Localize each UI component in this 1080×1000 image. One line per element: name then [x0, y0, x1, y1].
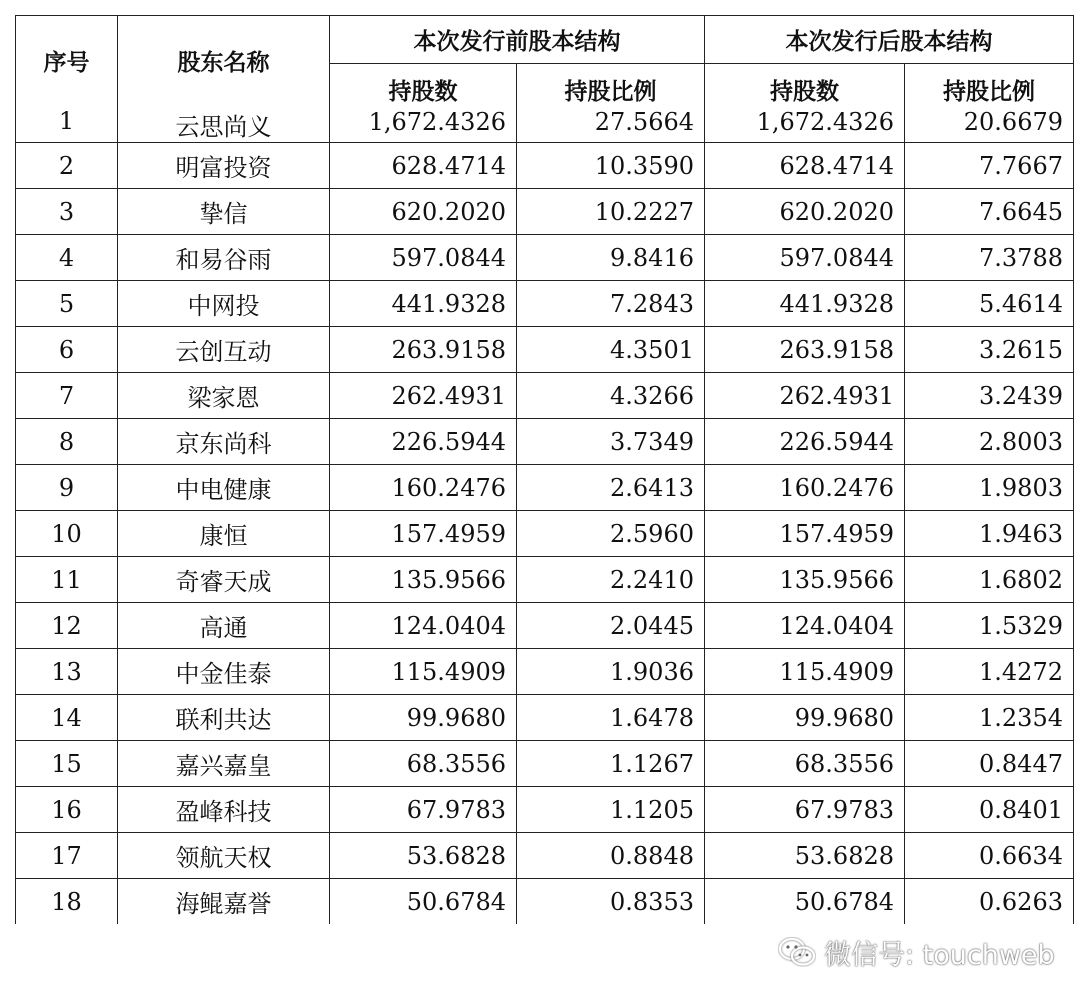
after-shares-cell: 628.4714 — [705, 143, 905, 189]
watermark — [778, 930, 1055, 974]
after-ratio-cell: 7.7667 — [905, 143, 1074, 189]
after-shares-cell: 135.9566 — [705, 557, 905, 603]
before-shares-cell: 99.9680 — [330, 695, 517, 741]
shareholder-name-cell: 明富投资 — [118, 143, 330, 189]
after-shares-cell: 597.0844 — [705, 235, 905, 281]
before-ratio-cell: 2.2410 — [517, 557, 705, 603]
row-index-cell: 17 — [16, 833, 118, 879]
after-shares-cell: 67.9783 — [705, 787, 905, 833]
row-1-after-ratio: 20.6679 — [963, 108, 1063, 137]
after-ratio-cell: 0.6634 — [905, 833, 1074, 879]
row-index-cell: 6 — [16, 327, 118, 373]
row-index-cell: 14 — [16, 695, 118, 741]
after-shares-cell: 441.9328 — [705, 281, 905, 327]
before-ratio-cell: 1.6478 — [517, 695, 705, 741]
shareholder-table — [15, 15, 1074, 924]
table-row — [16, 327, 1074, 373]
row-index-cell: 16 — [16, 787, 118, 833]
after-shares-cell: 263.9158 — [705, 327, 905, 373]
before-ratio-cell: 0.8848 — [517, 833, 705, 879]
row-index-cell: 12 — [16, 603, 118, 649]
before-ratio-cell: 3.7349 — [517, 419, 705, 465]
after-ratio-cell: 1.6802 — [905, 557, 1074, 603]
after-shares-cell: 68.3556 — [705, 741, 905, 787]
row-index-cell: 11 — [16, 557, 118, 603]
after-ratio-cell: 0.8447 — [905, 741, 1074, 787]
table-row — [16, 235, 1074, 281]
row-index-cell: 15 — [16, 741, 118, 787]
after-ratio-cell: 7.3788 — [905, 235, 1074, 281]
before-shares-cell: 226.5944 — [330, 419, 517, 465]
shareholder-name-cell: 挚信 — [118, 189, 330, 235]
table-body — [16, 143, 1074, 925]
row-index-cell: 5 — [16, 281, 118, 327]
row-index-cell: 9 — [16, 465, 118, 511]
after-ratio-cell: 1.2354 — [905, 695, 1074, 741]
before-shares-cell: 68.3556 — [330, 741, 517, 787]
row-index-cell: 4 — [16, 235, 118, 281]
before-ratio-cell: 9.8416 — [517, 235, 705, 281]
shareholder-name-cell: 嘉兴嘉皇 — [118, 741, 330, 787]
before-ratio-cell: 1.9036 — [517, 649, 705, 695]
row-1-after-shares: 1,672.4326 — [756, 108, 894, 137]
wechat-icon — [778, 937, 816, 967]
header-after-ratio-label: 持股比例 — [943, 79, 1035, 106]
shareholder-name-cell: 中电健康 — [118, 465, 330, 511]
header-index — [16, 16, 118, 143]
shareholder-name-cell: 中网投 — [118, 281, 330, 327]
row-1-no: 1 — [58, 107, 75, 135]
table-row — [16, 143, 1074, 189]
shareholder-name-cell: 联利共达 — [118, 695, 330, 741]
row-index-cell: 7 — [16, 373, 118, 419]
row-index-cell: 10 — [16, 511, 118, 557]
before-shares-cell: 441.9328 — [330, 281, 517, 327]
before-shares-cell: 157.4959 — [330, 511, 517, 557]
after-ratio-cell: 3.2439 — [905, 373, 1074, 419]
before-ratio-cell: 1.1205 — [517, 787, 705, 833]
before-shares-cell: 597.0844 — [330, 235, 517, 281]
after-ratio-cell: 5.4614 — [905, 281, 1074, 327]
before-ratio-cell: 2.5960 — [517, 511, 705, 557]
shareholder-name-cell: 京东尚科 — [118, 419, 330, 465]
header-before-shares — [330, 63, 517, 142]
before-ratio-cell: 7.2843 — [517, 281, 705, 327]
before-ratio-cell: 4.3501 — [517, 327, 705, 373]
row-index-cell: 13 — [16, 649, 118, 695]
after-ratio-cell: 0.6263 — [905, 879, 1074, 925]
after-shares-cell: 50.6784 — [705, 879, 905, 925]
header-after-shares — [705, 63, 905, 142]
after-ratio-cell: 1.4272 — [905, 649, 1074, 695]
table-row — [16, 695, 1074, 741]
after-ratio-cell: 7.6645 — [905, 189, 1074, 235]
after-ratio-cell: 0.8401 — [905, 787, 1074, 833]
before-shares-cell: 115.4909 — [330, 649, 517, 695]
before-ratio-cell: 0.8353 — [517, 879, 705, 925]
shareholder-name-cell: 和易谷雨 — [118, 235, 330, 281]
table-row — [16, 741, 1074, 787]
row-1-name: 云思尚义 — [175, 113, 272, 141]
table-row — [16, 189, 1074, 235]
row-index-cell: 8 — [16, 419, 118, 465]
header-index-label: 序号 — [43, 50, 90, 76]
header-name — [118, 16, 330, 143]
shareholder-table-container — [15, 15, 1073, 924]
before-ratio-cell: 10.2227 — [517, 189, 705, 235]
table-row — [16, 557, 1074, 603]
table-row — [16, 419, 1074, 465]
shareholder-name-cell: 云创互动 — [118, 327, 330, 373]
table-row — [16, 603, 1074, 649]
header-before-shares-label: 持股数 — [388, 79, 458, 106]
header-after-shares-label: 持股数 — [770, 79, 839, 106]
after-shares-cell: 226.5944 — [705, 419, 905, 465]
after-ratio-cell: 3.2615 — [905, 327, 1074, 373]
header-after-ratio — [905, 63, 1074, 142]
shareholder-name-cell: 盈峰科技 — [118, 787, 330, 833]
shareholder-name-cell: 海鲲嘉誉 — [118, 879, 330, 925]
row-1-before-shares: 1,672.4326 — [368, 108, 506, 137]
shareholder-name-cell: 奇睿天成 — [118, 557, 330, 603]
header-before-ratio-label: 持股比例 — [564, 79, 657, 106]
after-shares-cell: 157.4959 — [705, 511, 905, 557]
shareholder-name-cell: 梁家恩 — [118, 373, 330, 419]
before-shares-cell: 124.0404 — [330, 603, 517, 649]
header-before-group: 本次发行前股本结构 — [330, 16, 705, 64]
before-ratio-cell: 2.6413 — [517, 465, 705, 511]
after-shares-cell: 124.0404 — [705, 603, 905, 649]
before-shares-cell: 50.6784 — [330, 879, 517, 925]
watermark-text: 微信号: touchweb — [824, 939, 1055, 971]
before-ratio-cell: 10.3590 — [517, 143, 705, 189]
after-shares-cell: 53.6828 — [705, 833, 905, 879]
table-row — [16, 281, 1074, 327]
before-ratio-cell: 1.1267 — [517, 741, 705, 787]
header-name-label: 股东名称 — [177, 50, 270, 76]
before-shares-cell: 262.4931 — [330, 373, 517, 419]
header-before-ratio — [517, 63, 705, 142]
before-shares-cell: 160.2476 — [330, 465, 517, 511]
shareholder-name-cell: 中金佳泰 — [118, 649, 330, 695]
shareholder-name-cell: 康恒 — [118, 511, 330, 557]
after-shares-cell: 160.2476 — [705, 465, 905, 511]
table-row — [16, 511, 1074, 557]
row-index-cell: 2 — [16, 143, 118, 189]
after-shares-cell: 115.4909 — [705, 649, 905, 695]
shareholder-name-cell: 高通 — [118, 603, 330, 649]
table-row — [16, 879, 1074, 925]
shareholder-name-cell: 领航天权 — [118, 833, 330, 879]
after-shares-cell: 620.2020 — [705, 189, 905, 235]
before-shares-cell: 135.9566 — [330, 557, 517, 603]
row-1-before-ratio: 27.5664 — [594, 108, 694, 137]
row-index-cell: 3 — [16, 189, 118, 235]
before-shares-cell: 67.9783 — [330, 787, 517, 833]
after-shares-cell: 262.4931 — [705, 373, 905, 419]
after-ratio-cell: 1.9463 — [905, 511, 1074, 557]
table-row — [16, 373, 1074, 419]
row-index-cell: 18 — [16, 879, 118, 925]
before-shares-cell: 628.4714 — [330, 143, 517, 189]
table-row — [16, 649, 1074, 695]
before-shares-cell: 620.2020 — [330, 189, 517, 235]
before-ratio-cell: 2.0445 — [517, 603, 705, 649]
table-row — [16, 833, 1074, 879]
before-shares-cell: 263.9158 — [330, 327, 517, 373]
after-shares-cell: 99.9680 — [705, 695, 905, 741]
before-ratio-cell: 4.3266 — [517, 373, 705, 419]
table-row — [16, 787, 1074, 833]
before-shares-cell: 53.6828 — [330, 833, 517, 879]
header-after-group: 本次发行后股本结构 — [705, 16, 1074, 64]
after-ratio-cell: 1.5329 — [905, 603, 1074, 649]
after-ratio-cell: 2.8003 — [905, 419, 1074, 465]
table-row — [16, 465, 1074, 511]
after-ratio-cell: 1.9803 — [905, 465, 1074, 511]
